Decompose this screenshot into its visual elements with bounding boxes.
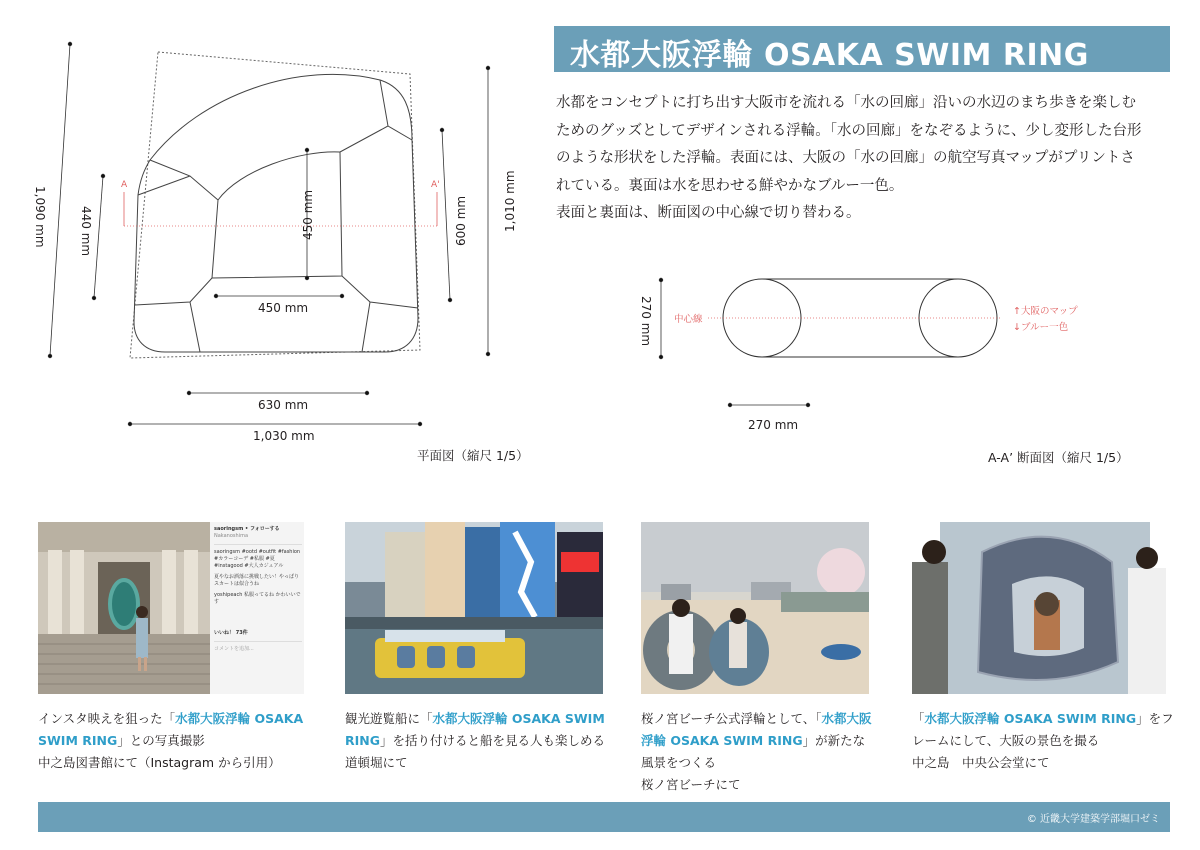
segment-line: [150, 160, 218, 200]
description-line: れている。裏面は水を思わせる鮮やかなブルー一色。: [556, 177, 904, 194]
description-line: 表面と裏面は、断面図の中心線で切り替わる。: [556, 205, 861, 221]
section-center-label: 中心線: [674, 314, 703, 325]
photo-public-hall: [912, 522, 1170, 694]
section-dim-h-label: 270 mm: [748, 418, 799, 432]
section-top-label: ↑大阪のマップ: [1013, 306, 1078, 317]
photo-dotonbori: [345, 522, 603, 694]
ig-username[interactable]: saoringsm • フォローする: [214, 526, 280, 532]
segment-line: [135, 278, 212, 305]
section-bottom-label: ↓ブルー一色: [1013, 322, 1069, 333]
description-line: ためのグッズとしてデザインされる浮輪。「水の回廊」をなぞるように、少し変形した台形: [556, 122, 1142, 139]
caption-text: 桜ノ宮ビーチ公式浮輪として、「: [641, 711, 822, 726]
caption-text: 観光遊覧船に「: [345, 711, 433, 726]
dim-label-1090: 1,090 mm: [33, 186, 47, 248]
photo-caption-2: [345, 708, 607, 774]
photo-beach: [641, 522, 869, 694]
dim-label-1010: 1,010 mm: [503, 170, 517, 232]
segment-line: [342, 276, 418, 308]
product-name-highlight: 水都大阪浮輪 OSAKA SWIM RING: [641, 711, 872, 748]
instagram-panel: [214, 526, 302, 690]
dim-line-600: [442, 130, 450, 300]
dim-line-1090: [50, 44, 70, 356]
caption-location: 中之島図書館にて（Instagram から引用）: [38, 755, 281, 770]
product-name-highlight: 水都大阪浮輪 OSAKA SWIM RING: [345, 711, 605, 748]
plan-caption: 平面図（縮尺 1/5）: [417, 448, 529, 463]
public-hall-photo-image: [912, 522, 1170, 694]
description-line: 水都をコンセプトに打ち出す大阪市を流れる「水の回廊」沿いの水辺のまち歩きを楽しむ: [556, 95, 1136, 111]
segment-line: [190, 302, 200, 352]
ring-inner-outline: [212, 152, 342, 278]
dim-label-1030: 1,030 mm: [253, 429, 315, 443]
caption-text: 」が新たな風景をつくる: [641, 733, 866, 770]
photo-caption-3: [641, 708, 873, 796]
dim-label-450v: 450 mm: [301, 189, 315, 240]
caption-text: 」をフレームにして、大阪の景色を撮る: [912, 711, 1174, 748]
dim-line-440: [94, 176, 103, 298]
product-name-highlight: 水都大阪浮輪 OSAKA SWIM RING: [924, 711, 1137, 726]
caption-location: 道頓堀にて: [345, 755, 408, 770]
product-name-highlight: 水都大阪浮輪 OSAKA SWIM RING: [38, 711, 304, 748]
ig-comment-input[interactable]: コメントを追加...: [214, 646, 254, 652]
caption-text: 」との写真撮影: [117, 733, 205, 748]
caption-text: 「: [912, 711, 925, 726]
section-drawing: [723, 279, 997, 357]
dim-label-630: 630 mm: [258, 398, 309, 412]
photo-caption-1: [38, 708, 308, 774]
segment-line: [340, 80, 388, 152]
caption-text: 」を括り付けると船を見る人も楽しめる: [380, 733, 606, 748]
ig-likes: いいね！ 73件: [214, 630, 248, 636]
page-title: 水都大阪浮輪 OSAKA SWIM RING: [570, 38, 1089, 73]
section-label-a2: A': [431, 180, 440, 190]
description-line: のような形状をした浮輪。表面には、大阪の「水の回廊」の航空写真マップがプリントさ: [556, 150, 1135, 166]
section-dim-v-label: 270 mm: [639, 296, 653, 347]
copyright: © 近畿大学建築学部堀口ゼミ: [1026, 814, 1160, 825]
segment-line: [388, 126, 412, 140]
ig-comment: 夏やなお洒落に挑戦したい！やっぱりスカートは似合うね: [214, 574, 300, 587]
section-caption: A-A’ 断面図（縮尺 1/5）: [988, 450, 1129, 465]
caption-location: 桜ノ宮ビーチにて: [641, 777, 741, 792]
photo-caption-4: [912, 708, 1174, 774]
photo-library: [38, 522, 304, 694]
ig-location: Nakanoshima: [214, 533, 249, 539]
ig-caption: saoringsm #ootd #outfit #fashion #カラーコーデ #私服 #夏 #instagood #大人カジュアル: [214, 549, 301, 569]
ig-comment: yoshipeach 私服ってるね かわいいです: [214, 592, 301, 605]
section-label-a: A: [121, 180, 128, 190]
dim-label-450h: 450 mm: [258, 301, 309, 315]
caption-location: 中之島 中央公会堂にて: [912, 755, 1050, 770]
segment-line: [362, 302, 370, 352]
dim-label-440: 440 mm: [79, 206, 93, 257]
dotonbori-photo-image: [345, 522, 603, 694]
caption-text: インスタ映えを狙った「: [38, 711, 176, 726]
footer-bar: [38, 802, 1170, 832]
dim-label-600: 600 mm: [454, 195, 468, 246]
beach-photo-image: [641, 522, 869, 694]
library-photo-image: [38, 522, 210, 694]
